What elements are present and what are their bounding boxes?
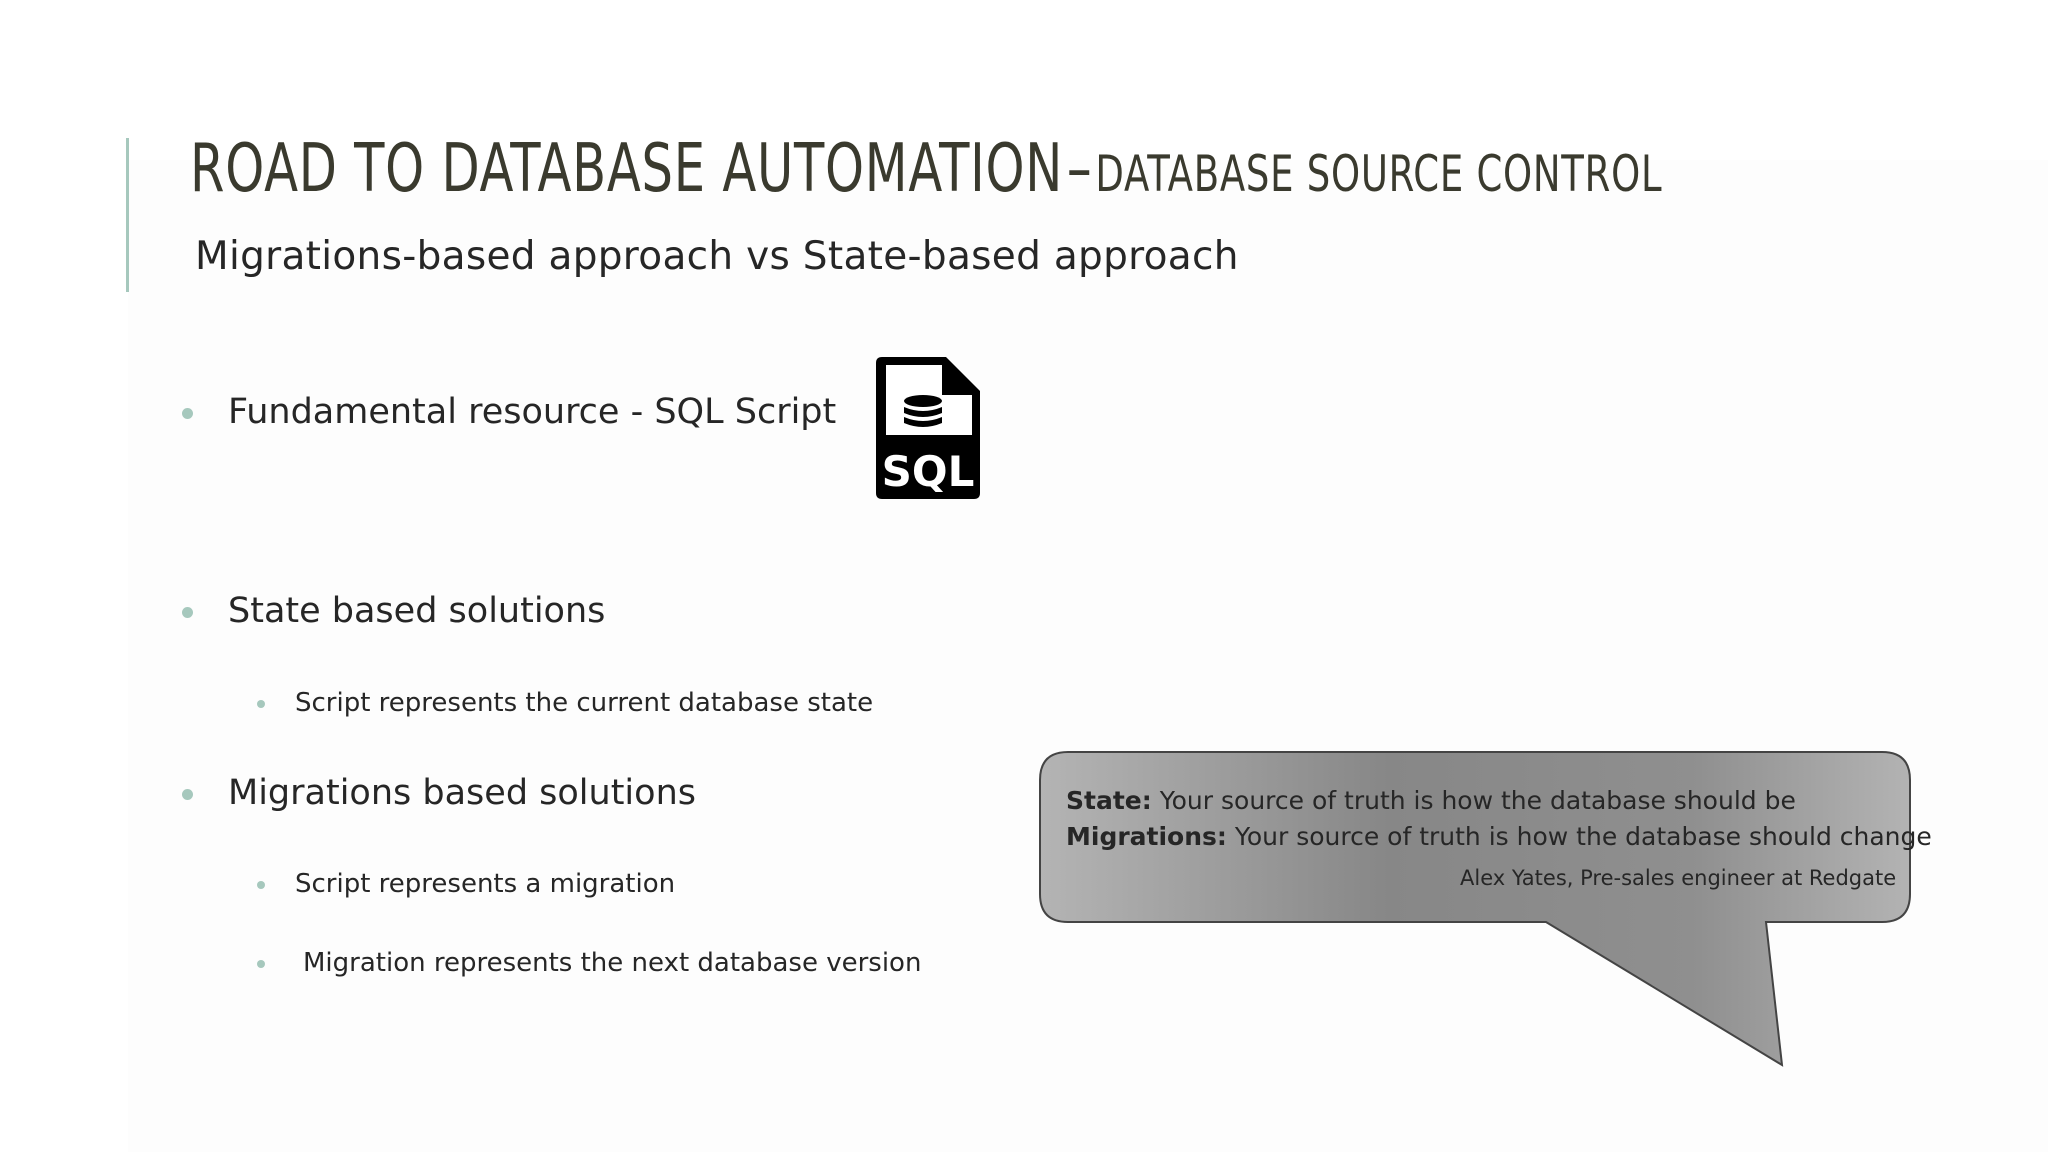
slide-subtitle: Migrations-based approach vs State-based approach [195,234,1239,279]
quote-state-term: State: [1066,786,1152,815]
bullet-state-script [295,688,873,718]
bullet-fundamental-resource [228,392,836,432]
title-accent-bar [126,138,129,292]
bullet-text: Migrations based solutions [228,773,696,813]
bullet-text: Fundamental resource - SQL Script [228,392,837,432]
bullet-dot [257,700,265,708]
bullet-text: Script represents the current database state [295,688,874,718]
slide-title-dash: – [1066,129,1092,207]
bullet-text: Migration represents the next database version [303,948,922,978]
bullet-dot [257,881,265,889]
bullet-dot [182,607,193,618]
quote-migrations-term: Migrations: [1066,822,1227,851]
bullet-state-based [228,591,605,631]
slide-title-main: ROAD TO DATABASE AUTOMATION [190,129,1064,207]
quote-text [1066,783,1932,855]
quote-migrations-line [1066,819,1932,855]
quote-state-text: Your source of truth is how the database should be [1159,786,1796,815]
bullet-dot [182,408,193,419]
bullet-text: Script represents a migration [295,869,676,899]
bullet-dot [257,960,265,968]
sql-icon-label: SQL [881,447,975,496]
slide-title-sub: DATABASE SOURCE CONTROL [1095,145,1663,203]
quote-attribution: Alex Yates, Pre-sales engineer at Redgate [1460,866,1897,890]
bullet-text: State based solutions [228,591,606,631]
slide-title [190,129,1663,207]
bullet-dot [182,789,193,800]
sql-file-icon [876,357,980,499]
database-icon [904,395,942,427]
quote-migrations-text: Your source of truth is how the database should change [1234,822,1932,851]
quote-state-line [1066,783,1932,819]
bullet-migrations-based [228,773,696,813]
bullet-migration-script [295,869,675,899]
bullet-migration-version [303,948,921,978]
